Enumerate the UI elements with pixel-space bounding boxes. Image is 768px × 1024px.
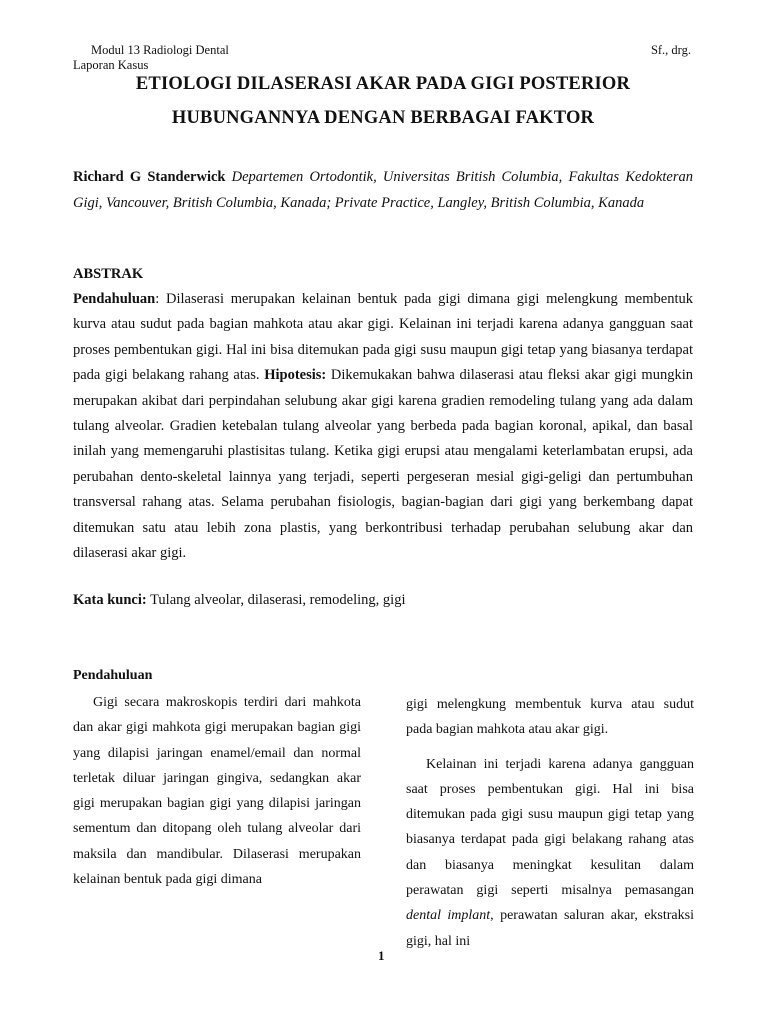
right-column [406,692,694,954]
author-affiliation: Departemen Ortodontik, Universitas British Columbia, Fakultas Kedokteran Gigi, Vancouver, British Columbia, Kanada; Private Practice, Langley, British Columbia, Kanada [73,169,693,211]
section-heading: Pendahuluan [73,668,153,683]
page-number: 1 [378,948,385,963]
abstract-hypothesis-label: Hipotesis: [264,367,327,384]
right-paragraph-2 [406,752,694,954]
running-header-author: Sf., drg. [650,43,691,57]
abstract-hypothesis-text: Dikemukakan bahwa dilaserasi atau fleksi akar gigi mungkin merupakan akibat dari perpindahan selubung akar gigi karena gradien remodeling tulang yang ada dalam tulang alveolar. Gradien ketebalan tulang alveolar yang berbeda pada bagian koronal, apikal, dan basal inilah yang memengaruhi plastisitas tulang. Ketika gigi erupsi atau mengalami keterlambatan erupsi, ada perubahan dento-skeletal lainnya yang terjadi, seperti pergeseran mesial gigi-geligi dan pertumbuhan transversal rahang atas. Selama perubahan fisiologis, bagian-bagian dari gigi yang berkembang dapat ditemukan satu atau lebih zona plastis, yang berkontribusi terhadap perubahan selubung akar dan dilaserasi akar gigi. [73,367,693,562]
keywords-line [73,592,405,609]
paper-title-line-1: ETIOLOGI DILASERASI AKAR PADA GIGI POSTERIOR [135,74,631,94]
paper-title-line-2: HUBUNGANNYA DENGAN BERBAGAI FAKTOR [171,108,595,128]
abstract-body [73,287,693,566]
left-column [73,690,361,892]
right-paragraph-2-italic: dental implant [406,908,491,924]
author-name: Richard G Standerwick [73,169,226,185]
right-paragraph-2-text-b: , perawatan saluran akar, ekstraksi gigi, hal ini [406,908,694,949]
running-header-module: Modul 13 Radiologi Dental [91,43,229,57]
right-paragraph-2-text-a: Kelainan ini terjadi karena adanya gangguan saat proses pembentukan gigi. Hal ini bisa ditemukan pada gigi susu maupun gigi tetap yang biasanya terdapat pada gigi belakang rahang atas dan biasanya meningkat kesulitan dalam perawatan gigi seperti misalnya pemasangan [406,756,694,899]
abstract-intro-text: : Dilaserasi merupakan kelainan bentuk pada gigi dimana gigi melengkung membentuk kurva atau sudut pada bagian mahkota atau akar gigi. Kelainan ini terjadi karena adanya gangguan saat proses pembentukan gigi. Hal ini bisa ditemukan pada gigi susu maupun gigi tetap yang biasanya terdapat pada gigi belakang rahang atas. [73,291,693,384]
right-paragraph-1: gigi melengkung membentuk kurva atau sudut pada bagian mahkota atau akar gigi. [406,697,694,738]
author-block [73,164,693,216]
left-paragraph: Gigi secara makroskopis terdiri dari mahkota dan akar gigi mahkota gigi merupakan bagian gigi yang dilapisi jaringan enamel/email dan normal terletak diluar jaringan gingiva, sedangkan akar gigi merupakan bagian gigi yang dilapisi jaringan sementum dan ditopang oleh tulang alveolar dari maksila dan mandibular. Dilaserasi merupakan kelainan bentuk pada gigi dimana [73,695,361,888]
running-header-doc-type: Laporan Kasus [73,58,149,72]
keywords-text: Tulang alveolar, dilaserasi, remodeling, gigi [146,592,406,608]
keywords-label: Kata kunci: [73,592,147,608]
abstract-heading: ABSTRAK [73,266,144,282]
abstract-intro-label: Pendahuluan [73,291,156,307]
